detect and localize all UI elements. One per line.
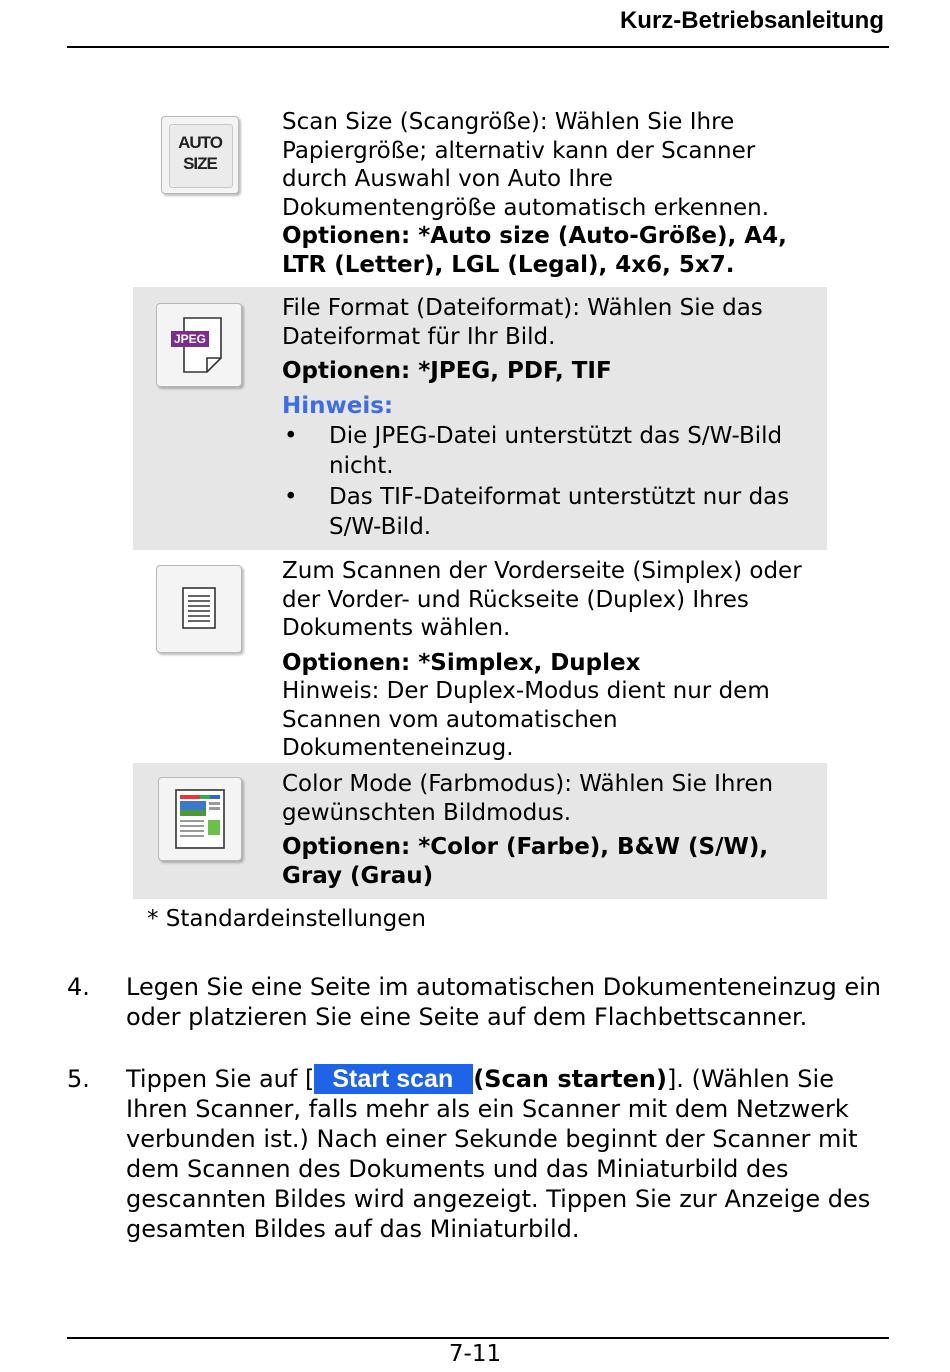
setting-options: Optionen: *Auto size (Auto-Größe), A4, LTR (Letter), LGL (Legal), 4x6, 5x7. <box>282 223 787 278</box>
setting-text <box>282 557 820 763</box>
setting-scan-side <box>133 552 827 762</box>
color-document-graphic <box>159 778 241 860</box>
setting-options: Optionen: *Simplex, Duplex <box>282 649 641 676</box>
setting-description: Zum Scannen der Vorderseite (Simplex) oder der Vorder- und Rückseite (Duplex) Ihres Dokuments wählen. <box>282 558 802 641</box>
setting-description: Color Mode (Farbmodus): Wählen Sie Ihren gewünschten Bildmodus. <box>282 771 774 826</box>
auto-size-icon-text-auto: AUTO <box>178 133 222 152</box>
simplex-page-graphic <box>157 566 241 652</box>
setting-text <box>282 108 820 279</box>
list-item: • Die JPEG-Datei unterstützt das S/W-Bild nicht. <box>284 423 783 479</box>
step-text: Tippen Sie auf [ Start scan (Scan starten)]. (Wählen Sie Ihren Scanner, falls mehr als ein Scanner mit dem Netzwerk verbunden ist.) Nach einer Sekunde beginnt der Scanner mit dem Scannen des Dokuments und das Miniaturbild des gescannten Bildes wird angezeigt. Tippen Sie zur Anzeige des gesamten Bildes auf das Miniaturbild. <box>126 1065 871 1243</box>
page-number: 7-11 <box>448 1341 502 1367</box>
setting-scan-size <box>133 106 827 286</box>
setting-description: Scan Size (Scangröße): Wählen Sie Ihre Papiergröße; alternativ kann der Scanner durch Auswahl von Auto Ihre Dokumentengröße automatisch erkennen. <box>282 109 770 221</box>
step-number: 5. <box>67 1065 90 1093</box>
start-scan-translation: (Scan starten) <box>473 1065 667 1093</box>
auto-size-icon-text-size: SIZE <box>183 154 217 173</box>
default-settings-note: * Standardeinstellungen <box>147 906 426 932</box>
header-title: Kurz-Betriebsanleitung <box>619 7 884 34</box>
step-number: 4. <box>67 973 90 1001</box>
step-text: Legen Sie eine Seite im automatischen Dokumenteneinzug ein oder platzieren Sie eine Seite auf dem Flachbettscanner. <box>126 973 881 1031</box>
setting-color-mode <box>133 763 827 899</box>
header-rule <box>67 46 889 48</box>
footer-rule <box>67 1337 889 1339</box>
setting-options: Optionen: *JPEG, PDF, TIF <box>282 358 612 384</box>
note-list <box>282 421 820 542</box>
color-document-icon <box>158 777 242 861</box>
list-item: • Das TIF-Dateiformat unterstützt nur das S/W-Bild. <box>284 484 790 540</box>
simplex-page-icon <box>156 565 242 653</box>
start-scan-button[interactable]: Start scan <box>314 1064 473 1094</box>
setting-description: File Format (Dateiformat): Wählen Sie das Dateiformat für Ihr Bild. <box>282 295 763 350</box>
setting-file-format <box>133 287 827 550</box>
setting-text <box>282 770 820 890</box>
jpeg-file-icon <box>156 303 242 387</box>
note-label: Hinweis: <box>282 392 394 419</box>
setting-text <box>282 294 820 542</box>
setting-options: Optionen: *Color (Farbe), B&W (S/W), Gray (Grau) <box>282 834 769 889</box>
jpeg-label: JPEG <box>171 331 209 347</box>
auto-size-icon <box>161 116 239 194</box>
setting-note: Hinweis: Der Duplex-Modus dient nur dem Scannen vom automatischen Dokumenteneinzug. <box>282 678 770 761</box>
